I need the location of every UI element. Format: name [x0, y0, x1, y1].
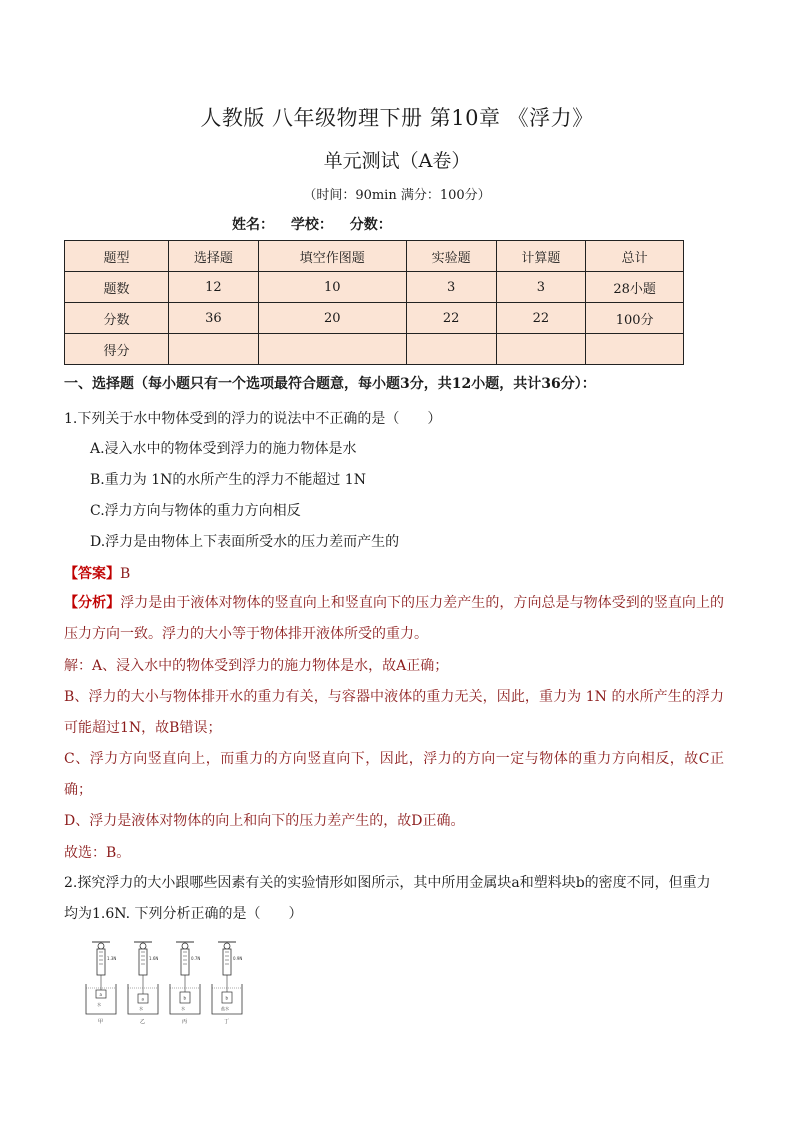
table-cell: 100分: [586, 303, 684, 334]
table-row: [65, 303, 684, 334]
solution-c: C、浮力方向竖直向上，而重力的方向竖直向下，因此，浮力的方向一定与物体的重力方向相反，故C正确；: [64, 751, 724, 798]
table-cell: 实验题: [406, 241, 496, 272]
table-cell: 3: [406, 272, 496, 303]
section-heading: 一、选择题（每小题只有一个选项最符合题意，每小题3分，共12小题，共计36分）：: [64, 376, 596, 392]
solution-d: D、浮力是液体对物体的向上和向下的压力差产生的，故D正确。: [64, 813, 465, 829]
figure-reading: 0.7N: [191, 956, 201, 961]
table-cell: 20: [258, 303, 406, 334]
figure-panel-yi: [128, 942, 158, 1025]
question-2-stem: 2.探究浮力的大小跟哪些因素有关的实验情形如图所示，其中所用金属块a和塑料块b的密度不同，但重力均为1.6N. 下列分析正确的是（ ）: [64, 875, 711, 922]
table-cell: 10: [258, 272, 406, 303]
score-entry-cell[interactable]: [258, 334, 406, 365]
solution-a: 解：A、浸入水中的物体受到浮力的施力物体是水，故A正确；: [64, 658, 449, 674]
question-1-answer: [64, 563, 130, 583]
figure-reading: 0.9N: [233, 956, 243, 961]
figure-block-label: a: [141, 996, 144, 1002]
table-cell: 22: [496, 303, 586, 334]
table-cell: 总计: [586, 241, 684, 272]
school-label: 学校：: [290, 217, 333, 233]
table-cell: 选择题: [169, 241, 259, 272]
score-entry-cell[interactable]: [406, 334, 496, 365]
question-1-option-a: A.浸入水中的物体受到浮力的施力物体是水: [90, 441, 357, 457]
analysis-tag: 【分析】: [64, 595, 121, 611]
table-row: [65, 241, 684, 272]
figure-block-label: b: [183, 995, 187, 1001]
question-1-option-c: C.浮力方向与物体的重力方向相反: [90, 503, 301, 519]
figure-block-label: a: [99, 992, 102, 997]
figure-label: 甲: [98, 1019, 104, 1025]
table-cell: 得分: [65, 334, 169, 365]
buoyancy-experiment-figure: [84, 938, 254, 1028]
question-1-option-b: B.重力为 1N的水所产生的浮力不能超过 1N: [90, 472, 366, 488]
answer-value: B: [120, 566, 131, 582]
table-cell: 22: [406, 303, 496, 334]
figure-label: 乙: [140, 1019, 146, 1025]
figure-label: 丁: [224, 1019, 230, 1025]
table-row: [65, 272, 684, 303]
question-1-option-d: D.浮力是由物体上下表面所受水的压力差而产生的: [90, 534, 400, 550]
table-cell: 28小题: [586, 272, 684, 303]
figure-reading: 1.3N: [107, 956, 117, 961]
name-label: 姓名：: [232, 217, 274, 233]
table-cell: 题数: [65, 272, 169, 303]
student-info-line: [232, 214, 404, 234]
figure-label: 丙: [182, 1019, 188, 1025]
score-entry-cell[interactable]: [586, 334, 684, 365]
figure-reading: 1.6N: [149, 956, 159, 961]
question-1-stem: 1.下列关于水中物体受到的浮力的说法中不正确的是（ ）: [64, 411, 442, 427]
table-cell: 3: [496, 272, 586, 303]
figure-panel-ding: [212, 942, 242, 1025]
score-entry-cell[interactable]: [169, 334, 259, 365]
score-label: 分数：: [349, 217, 392, 233]
table-cell: 填空作图题: [258, 241, 406, 272]
analysis-text: 浮力是由于液体对物体的竖直向上和竖直向下的压力差产生的，方向总是与物体受到的竖直向上的压力方向一致。浮力的大小等于物体排开液体所受的重力。: [64, 595, 725, 642]
table-cell: 12: [169, 272, 259, 303]
table-cell: 题型: [65, 241, 169, 272]
solution-b: B、浮力的大小与物体排开水的重力有关，与容器中液体的重力无关，因此，重力为 1N 的水所产生的浮力可能超过1N，故B错误；: [64, 689, 724, 736]
table-cell: 36: [169, 303, 259, 334]
score-entry-cell[interactable]: [496, 334, 586, 365]
document-title: 人教版 八年级物理下册 第10章 《浮力》: [200, 106, 594, 130]
figure-liquid-label: 水: [97, 1002, 101, 1007]
score-table: [64, 240, 684, 365]
figure-liquid-label: 盐水: [221, 1006, 229, 1011]
question-1-analysis: [64, 588, 724, 650]
conclusion: 故选：B。: [64, 845, 131, 861]
exam-meta: （时间：90min 满分：100分）: [303, 188, 491, 203]
table-cell: 分数: [65, 303, 169, 334]
document-subtitle: 单元测试（A卷）: [323, 150, 471, 172]
figure-liquid-label: 水: [139, 1006, 143, 1011]
table-cell: 计算题: [496, 241, 586, 272]
figure-panel-jia: [86, 942, 116, 1025]
table-row: [65, 334, 684, 365]
answer-tag: 【答案】: [64, 566, 120, 582]
figure-panel-bing: [170, 942, 200, 1025]
figure-liquid-label: 水: [181, 1006, 185, 1011]
figure-block-label: b: [225, 995, 229, 1001]
